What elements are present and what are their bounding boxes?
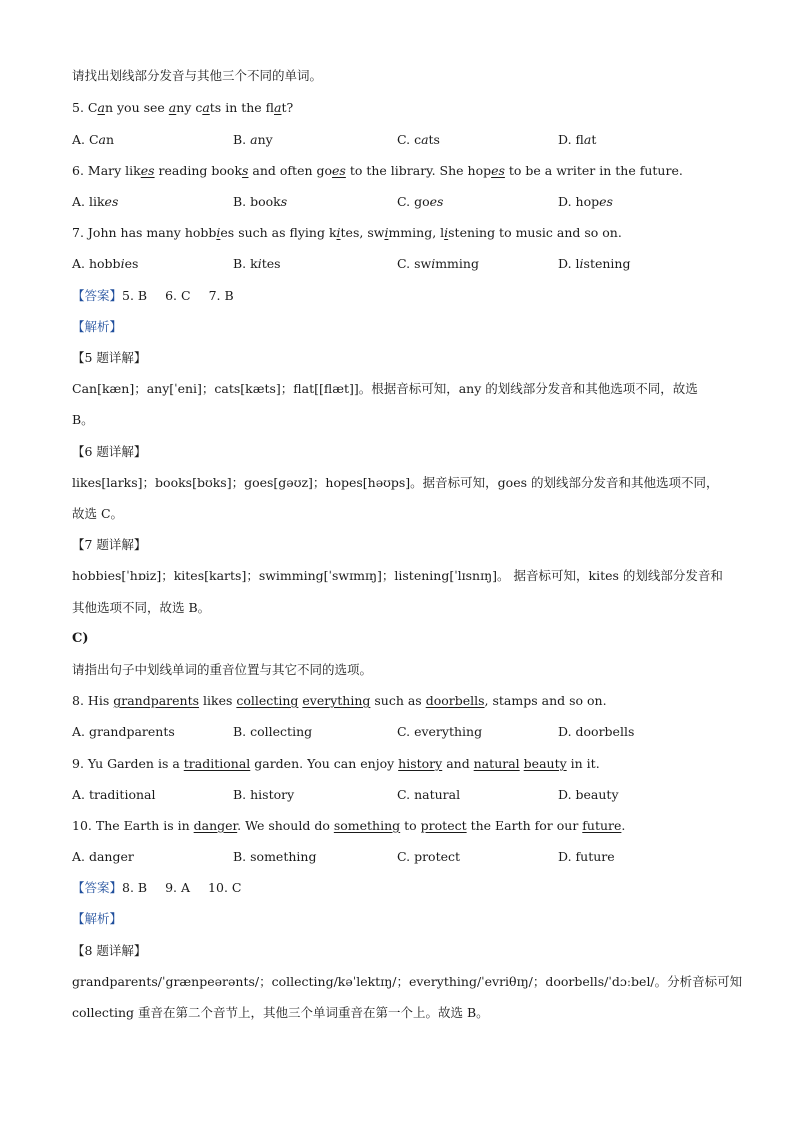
- q5-option-b: B. any: [233, 132, 273, 147]
- question-6: 6. Mary likes reading books and often goes to the library. She hopes to be a writer in the future.: [72, 163, 683, 178]
- question-5: 5. Can you see any cats in the flat?: [72, 100, 294, 115]
- q10-option-d: D. future: [558, 849, 615, 864]
- analysis-label: 【解析】: [72, 319, 123, 334]
- q7-option-d: D. listening: [558, 256, 631, 271]
- q9-option-b: B. history: [233, 787, 295, 802]
- detail-7-line-2: 其他选项不同，故选 B。: [72, 600, 211, 615]
- q7-option-c: C. swimming: [397, 256, 479, 271]
- q5-option-c: C. cats: [397, 132, 440, 147]
- answer-label: 【答案】: [72, 880, 123, 895]
- question-7: 7. John has many hobbies such as flying kites, swimming, listening to music and so on.: [72, 225, 622, 240]
- q5-option-a: A. Can: [72, 132, 115, 147]
- q10-option-b: B. something: [233, 849, 317, 864]
- answer-label: 【答案】: [72, 288, 123, 303]
- answer-block-2: 【答案】8. B 9. A 10. C: [72, 880, 242, 895]
- q9-option-d: D. beauty: [558, 787, 619, 802]
- detail-8-title: 【8 题详解】: [72, 943, 147, 958]
- q6-option-d: D. hopes: [558, 194, 613, 209]
- analysis-label-2: 【解析】: [72, 911, 123, 926]
- detail-5-title: 【5 题详解】: [72, 350, 147, 365]
- q7-option-b: B. kites: [233, 256, 281, 271]
- question-9: 9. Yu Garden is a traditional garden. You can enjoy history and natural beauty in it.: [72, 756, 600, 771]
- q8-option-b: B. collecting: [233, 724, 313, 739]
- q10-option-c: C. protect: [397, 849, 461, 864]
- question-8: 8. His grandparents likes collecting everything such as doorbells, stamps and so on.: [72, 693, 607, 708]
- q9-option-c: C. natural: [397, 787, 461, 802]
- detail-7-line-1: hobbies[ˈhɒiz]；kites[karts]；swimming[ˈswɪmɪŋ]；listening[ˈlɪsnɪŋ]。 据音标可知，kites 的划线部分发音和: [72, 568, 723, 583]
- q8-option-d: D. doorbells: [558, 724, 635, 739]
- q6-option-a: A. likes: [72, 194, 119, 209]
- q6-option-b: B. books: [233, 194, 288, 209]
- detail-5-line-2: B。: [72, 412, 94, 427]
- q5-option-d: D. flat: [558, 132, 597, 147]
- q9-option-a: A. traditional: [72, 787, 156, 802]
- instruction-2: 请指出句子中划线单词的重音位置与其它不同的选项。: [72, 662, 373, 677]
- q8-option-c: C. everything: [397, 724, 483, 739]
- detail-8-line-2: collecting 重音在第二个音节上，其他三个单词重音在第一个上。故选 B。: [72, 1005, 489, 1020]
- q8-option-a: A. grandparents: [72, 724, 175, 739]
- section-c-heading: C): [72, 631, 89, 646]
- detail-8-line-1: grandparents/ˈgrænpeərənts/；collecting/kəˈlektɪŋ/；everything/ˈevriθɪŋ/；doorbells/ˈdɔːbel/。分析音标可知: [72, 974, 743, 989]
- q6-option-c: C. goes: [397, 194, 444, 209]
- question-10: 10. The Earth is in danger. We should do something to protect the Earth for our future.: [72, 818, 626, 833]
- detail-7-title: 【7 题详解】: [72, 537, 147, 552]
- detail-6-line-2: 故选 C。: [72, 506, 124, 521]
- detail-5-line-1: Can[kæn]；any[ˈeni]；cats[kæts]；flat[[flæt]]。根据音标可知，any 的划线部分发音和其他选项不同，故选: [72, 381, 698, 396]
- q10-option-a: A. danger: [72, 849, 134, 864]
- detail-6-title: 【6 题详解】: [72, 444, 147, 459]
- answer-block-1: 【答案】5. B 6. C 7. B: [72, 288, 234, 303]
- instruction-1: 请找出划线部分发音与其他三个不同的单词。: [72, 68, 323, 83]
- detail-6-line-1: likes[larks]；books[bʊks]；goes[gəʊz]；hopes[həʊps]。据音标可知，goes 的划线部分发音和其他选项不同，: [72, 475, 719, 490]
- q7-option-a: A. hobbies: [72, 256, 139, 271]
